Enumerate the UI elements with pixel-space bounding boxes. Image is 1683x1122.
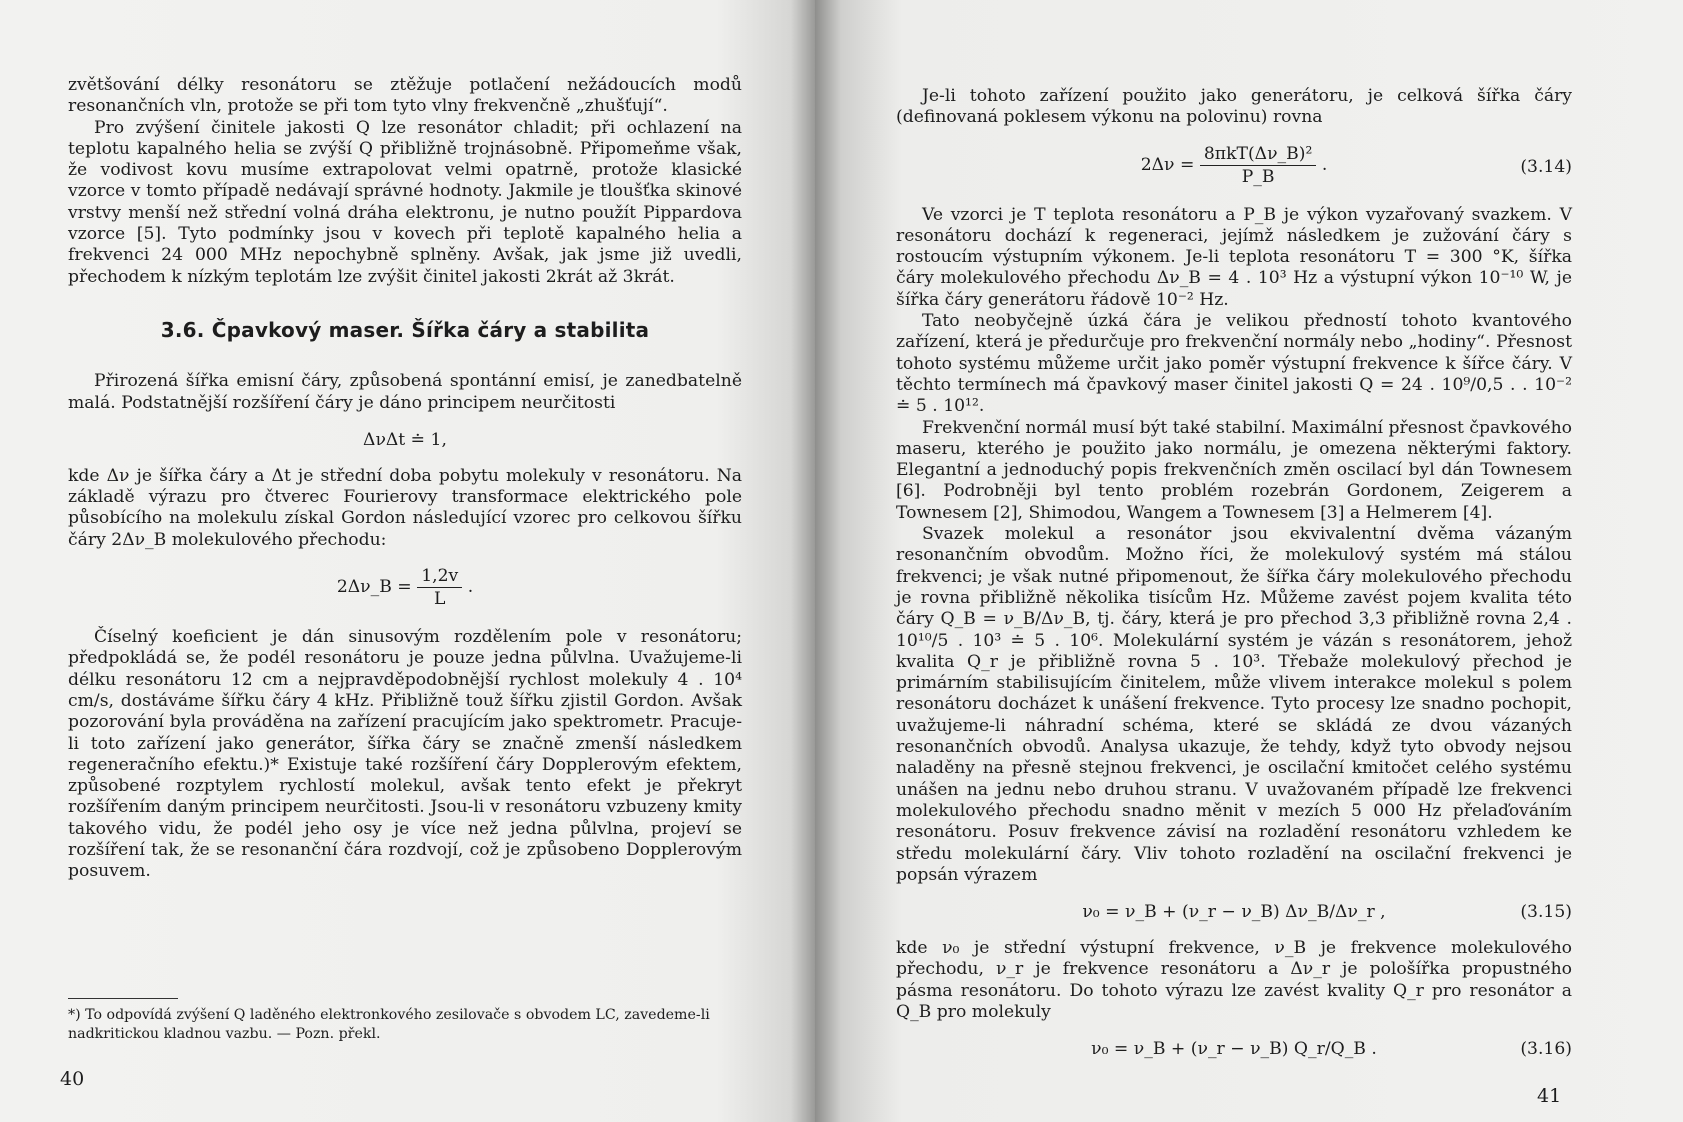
left-paragraph-5: Číselný koeficient je dán sinusovým rozdělením pole v resonátoru; předpokládá se, že podél resonátoru je pouze jedna půlvlna. Uvažujeme-li délku resonátoru 12 cm a nejpravděpodobnější rychlost molekuly 4 . 10⁴ cm/s, dostáváme šířku čáry 4 kHz. Přibližně touž šířku zjistil Gordon. Avšak pozorování byla prováděna na zařízení pracujícím jako spektrometr. Pracuje-li toto zařízení jako generátor, šířka čáry se značně zmenší následkem regeneračního efektu.)* Existuje také rozšíření čáry Dopplerovým efektem, způsobené rozptylem rychlostí molekul, avšak tento efekt je překryt rozšířením daným principem neurčitosti. Jsou-li v resonátoru vzbuzeny kmity takového vidu, že podél jeho osy je více než jedna půlvlna, projeví se rozšíření tak, že se resonanční čára rozdvojí, což je způsobeno Dopplerovým posuvem. — [68, 627, 742, 882]
equation-3-15-body: ν₀ = ν_B + (ν_r − ν_B) Δν_B/Δν_r , — [1082, 902, 1386, 923]
right-paragraph-3: Tato neobyčejně úzká čára je velikou předností tohoto kvantového zařízení, která je předurčuje pro frekvenční normály nebo „hodiny“. Přesnost tohoto systému můžeme určit jako poměr výstupní frekvence k šířce čáry. V těchto termínech má čpavkový maser činitel jakosti Q = 24 . 10⁹/0,5 . . 10⁻² ≐ 5 . 10¹². — [896, 311, 1572, 417]
equation-uncertainty: ΔνΔt ≐ 1, — [363, 429, 447, 450]
equation-3-15 — [896, 900, 1572, 924]
equation-3-14-lhs: 2Δν = — [1140, 154, 1195, 175]
footnote-rule — [68, 998, 178, 999]
equation-3-14-end: . — [1321, 154, 1328, 175]
right-column — [896, 86, 1572, 1075]
page-number-right: 41 — [1537, 1085, 1562, 1107]
right-paragraph-1: Je-li tohoto zařízení použito jako generátoru, je celková šířka čáry (definovaná poklesem výkonu na polovinu) rovna — [896, 86, 1572, 128]
left-paragraph-4: kde Δν je šířka čáry a Δt je střední doba pobytu molekuly v resonátoru. Na základě výrazu pro čtverec Fourierovy transformace elektrického pole působícího na molekulu získal Gordon následující vzorec pro celkovou šířku čáry 2Δν_B molekulového přechodu: — [68, 465, 742, 550]
equation-3-16 — [896, 1037, 1572, 1061]
equation-gordon-numerator: 1,2v — [417, 565, 462, 588]
right-paragraph-4: Frekvenční normál musí být také stabilní. Maximální přesnost čpavkového maseru, kterého je použito jako normálu, je omezena některými faktory. Elegantní a jednoduchý popis frekvenčních změn oscilací byl dán Townesem [6]. Podrobněji byl tento problém rozebrán Gordonem, Zeigerem a Townesem [2], Shimodou, Wangem a Townesem [3] a Helmerem [4]. — [896, 417, 1572, 523]
equation-gordon-fraction — [417, 565, 462, 610]
equation-3-16-number: (3.16) — [1520, 1039, 1572, 1060]
left-column — [68, 75, 742, 883]
section-heading: 3.6. Čpavkový maser. Šířka čáry a stabilita — [160, 317, 650, 342]
equation-gordon-end: . — [467, 577, 474, 598]
equation-gordon-denominator: L — [434, 589, 446, 610]
equation-3-15-number: (3.15) — [1520, 902, 1572, 923]
equation-gordon-lhs: 2Δν_B = — [336, 577, 412, 598]
equation-3-14-numerator: 8πkT(Δν_B)² — [1200, 143, 1317, 166]
equation-3-14-denominator: P_B — [1241, 166, 1275, 187]
right-paragraph-5: Svazek molekul a resonátor jsou ekvivalentní dvěma vázaným resonančním obvodům. Možno říci, že molekulový systém má stálou frekvenci; je však nutné připomenout, že šířka čáry molekulového přechodu je rovna přibližně několika tisícům Hz. Můžeme zavést pojem kvalita této čáry Q_B = ν_B/Δν_B, tj. čáry, která je pro přechod 3,3 přibližně rovna 2,4 . 10¹⁰/5 . 10³ ≐ 5 . 10⁶. Molekulární systém je vázán s resonátorem, jehož kvalita Q_r je přibližně rovna 5 . 10³. Třebaže molekulový přechod je primárním stabilisujícím činitelem, může vlivem interakce molekul s polem resonátoru docházet k unášení frekvence. Tyto procesy lze snadno pochopit, uvažujeme-li náhradní schéma, které se skládá ze dvou vázaných resonančních obvodů. Analysa ukazuje, že tehdy, když tyto obvody nejsou naladěny na přesně stejnou frekvenci, je oscilační kmitočet celého systému unášen na jednu nebo druhou stranu. V uvažovaném případě lze frekvenci molekulového přechodu snadno měnit v mezích 5 000 Hz přelaďováním resonátoru. Posuv frekvence závisí na rozladění resonátoru vzhledem ke středu molekulární čáry. Vliv tohoto rozladění na oscilační frekvenci je popsán výrazem — [896, 524, 1572, 885]
footnote: *) To odpovídá zvýšení Q laděného elektronkového zesilovače s obvodem LC, zavedeme-li nadkritickou kladnou vazbu. — Pozn. překl. — [68, 1007, 710, 1042]
equation-3-16-body: ν₀ = ν_B + (ν_r − ν_B) Q_r/Q_B . — [1091, 1039, 1377, 1060]
equation-3-14-number: (3.14) — [1520, 156, 1572, 177]
equation-gordon — [68, 565, 742, 613]
page-number-left: 40 — [60, 1068, 85, 1090]
left-paragraph-1: zvětšování délky resonátoru se ztěžuje potlačení nežádoucích modů resonančních vln, protože se při tom tyto vlny frekvenčně „zhušťují“. — [68, 75, 742, 117]
right-paragraph-6: kde ν₀ je střední výstupní frekvence, ν_B je frekvence molekulového přechodu, ν_r je frekvence resonátoru a Δν_r je pološířka propustného pásma resonátoru. Do tohoto výrazu lze zavést kvality Q_r pro resonátor a Q_B pro molekuly — [896, 938, 1572, 1022]
equation-3-14 — [896, 143, 1572, 191]
right-paragraph-2: Ve vzorci je T teplota resonátoru a P_B je výkon vyzařovaný svazkem. V resonátoru dochází k regeneraci, jejímž následkem je zužování čáry s rostoucím výstupním výkonem. Je-li teplota resonátoru T = 300 °K, šířka čáry molekulového přechodu Δν_B = 4 . 10³ Hz a výstupní výkon 10⁻¹⁰ W, je šířka čáry generátoru řádově 10⁻² Hz. — [896, 204, 1572, 310]
equation-3-14-fraction — [1200, 143, 1317, 188]
left-paragraph-3: Přirozená šířka emisní čáry, způsobená spontánní emisí, je zanedbatelně malá. Podstatnější rozšíření čáry je dáno principem neurčitosti — [68, 371, 742, 413]
left-paragraph-2: Pro zvýšení činitele jakosti Q lze resonátor chladit; při ochlazení na teplotu kapalného helia se zvýší Q přibližně trojnásobně. Připomeňme však, že vodivost kovu musíme extrapolovat velmi opatrně, protože klasické vzorce v tomto případě nedávají správné hodnoty. Jakmile je tloušťka skinové vrstvy menší než střední volná dráha elektronu, je nutno použít Pippardova vzorce [5]. Tyto podmínky jsou v kovech při teplotě kapalného helia a frekvenci 24 000 MHz nepochybně splněny. Avšak, jak jsme již uvedli, přechodem k nízkým teplotám lze zvýšit činitel jakosti 2krát až 3krát. — [68, 117, 742, 287]
